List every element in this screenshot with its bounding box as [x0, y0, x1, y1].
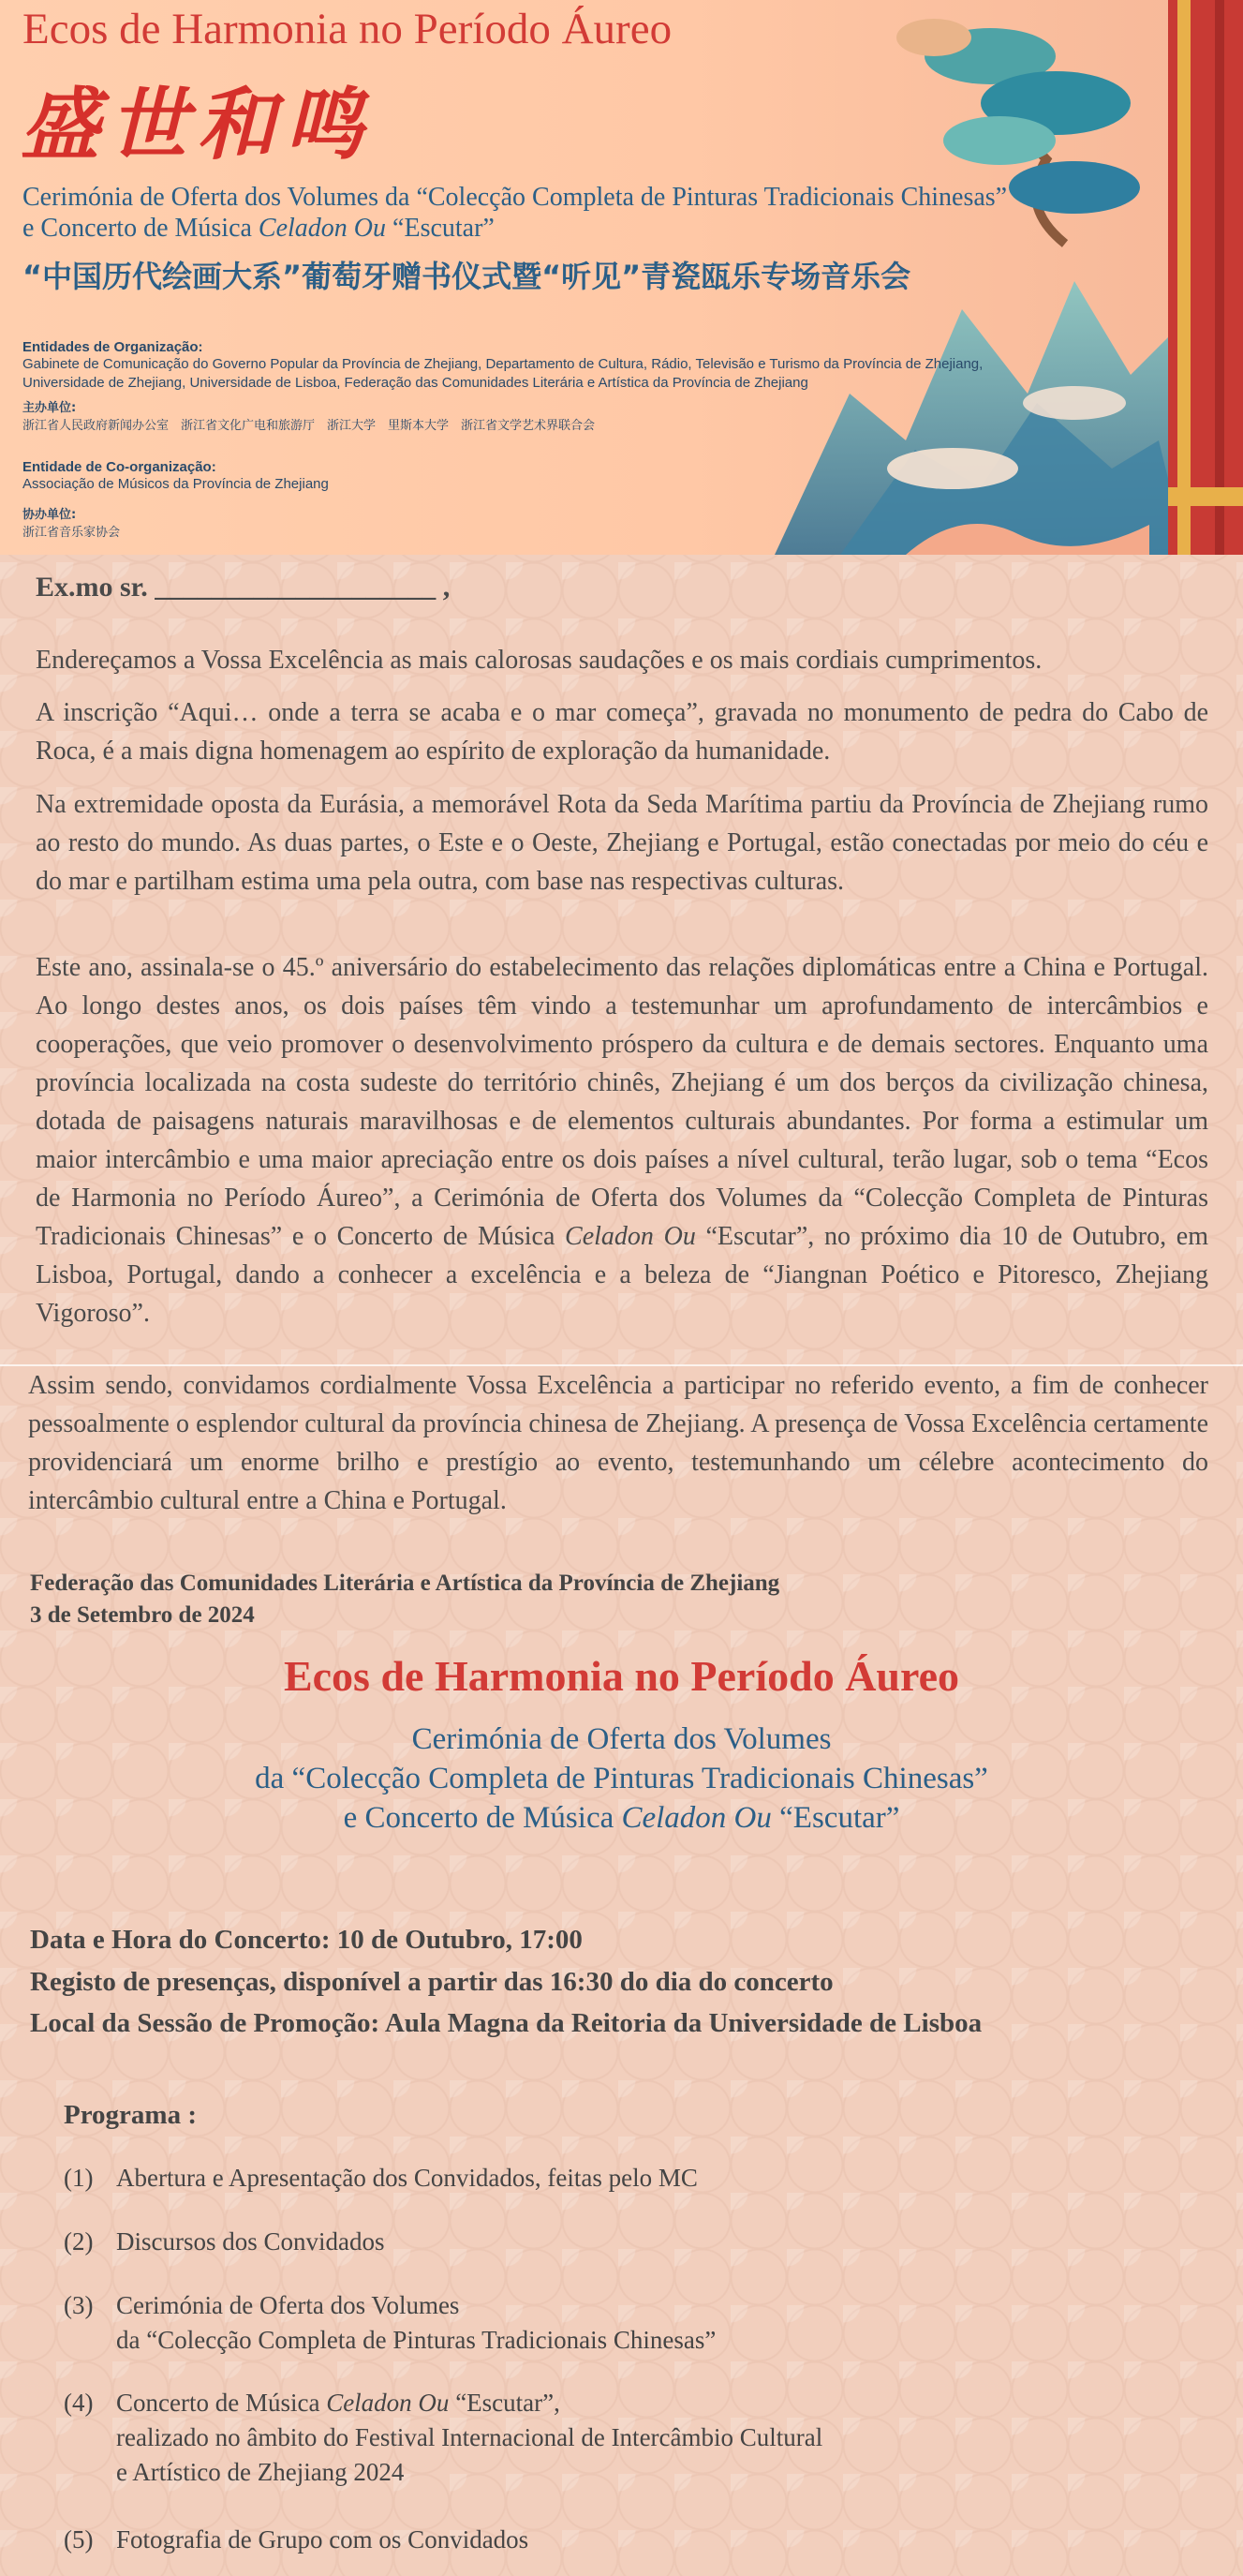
program-item-number: (3)	[64, 2291, 94, 2319]
program-item-number: (4)	[64, 2389, 94, 2417]
organizers-line-2: Universidade de Zhejiang, Universidade de Lisboa, Federação das Comunidades Literária e Artística da Província de Zhejiang	[22, 375, 808, 391]
organizers-cn-label: 主办单位:	[22, 401, 77, 415]
banner-subtitle-line-2	[22, 213, 1090, 244]
letter-paragraph-4	[36, 948, 1208, 1333]
program-item-text	[116, 2288, 716, 2358]
signature-date: 3 de Setembro de 2024	[30, 1602, 255, 1628]
program-item	[64, 2523, 528, 2557]
event-subtitle	[0, 1720, 1243, 1838]
registration-info: Registo de presenças, disponível a partir das 16:30 do dia do concerto	[30, 1967, 834, 1997]
event-subtitle-text: e Concerto de Música	[343, 1801, 622, 1835]
subtitle-text: e Concerto de Música	[22, 214, 259, 243]
program-item	[64, 2288, 716, 2358]
letter-paragraph-3: Na extremidade oposta da Eurásia, a memorável Rota da Seda Marítima partiu da Província de Zhejiang rumo ao resto do mundo. As duas partes, o Este e o Oeste, Zhejiang e Portugal, estão conectadas por meio do céu e do mar e partilham estima uma pela outra, com base nas respectivas culturas.	[36, 790, 1208, 896]
paragraph-text: Este ano, assinala-se o 45.º aniversário do estabelecimento das relações diplomáticas entre a China e Portugal. Ao longo destes anos, os dois países têm vindo a testemunhar um aprofundamento de intercâmbios e cooperações, que veio promover o desenvolvimento próspero da cultura e de demais sectores. Enquanto uma província localizada na costa sudeste do território chinês, Zhejiang é um dos berços da civilização chinesa, dotada de paisagens naturais maravilhosas e de elementos culturais abundantes. Por forma a estimular um maior intercâmbio e uma maior apreciação entre os dois países a nível cultural, terão lugar, sob o tema “Ecos de Harmonia no Período Áureo”, a Cerimónia de Oferta dos Volumes da “Colecção Completa de Pinturas Tradicionais Chinesas” e o Concerto de Música	[36, 953, 1208, 1251]
letter-paragraph-1: Endereçamos a Vossa Excelência as mais calorosas saudações e os mais cordiais cumprimentos.	[36, 646, 1043, 675]
program-label: Programa :	[64, 2100, 197, 2130]
organizers-cn-text: 浙江省人民政府新闻办公室 浙江省文化广电和旅游厅 浙江大学 里斯本大学 浙江省文学艺术界联合会	[22, 419, 596, 433]
organizers-block	[22, 339, 983, 393]
program-item-text	[116, 2386, 822, 2490]
salutation: Ex.mo sr. ____________________ ,	[36, 572, 451, 603]
program-item-text: Fotografia de Grupo com os Convidados	[116, 2525, 529, 2554]
program-item-line: e Artístico de Zhejiang 2024	[116, 2458, 405, 2486]
venue-info: Local da Sessão de Promoção: Aula Magna da Reitoria da Universidade de Lisboa	[30, 2008, 983, 2038]
organizers-label: Entidades de Organização:	[22, 339, 203, 355]
paragraph-italic: Celadon Ou	[565, 1222, 696, 1251]
banner-title: Ecos de Harmonia no Período Áureo	[22, 5, 673, 53]
event-subtitle-line-2: da “Colecção Completa de Pinturas Tradicionais Chinesas”	[255, 1762, 988, 1795]
event-subtitle-line-1: Cerimónia de Oferta dos Volumes	[411, 1722, 832, 1756]
program-item-number: (1)	[64, 2164, 94, 2192]
program-item-line: da “Colecção Completa de Pinturas Tradicionais Chinesas”	[116, 2326, 717, 2354]
letter-paragraph-2: A inscrição “Aqui… onde a terra se acaba e o mar começa”, gravada no monumento de pedra do Cabo de Roca, é a mais digna homenagem ao espírito de exploração da humanidade.	[36, 698, 1208, 766]
program-item	[64, 2161, 698, 2196]
organizers-cn-block	[22, 397, 595, 433]
program-item	[64, 2386, 822, 2490]
event-subtitle-text: “Escutar”	[771, 1801, 900, 1835]
co-organizer-block	[22, 459, 329, 494]
program-item-line: realizado no âmbito do Festival Internacional de Intercâmbio Cultural	[116, 2423, 823, 2451]
program-item	[64, 2225, 385, 2259]
event-subtitle-line-3	[0, 1798, 1243, 1838]
program-item-number: (2)	[64, 2227, 94, 2256]
subtitle-italic: Celadon Ou	[258, 214, 387, 243]
banner-subtitle	[22, 182, 1090, 244]
co-organizer-label: Entidade de Co-organização:	[22, 459, 216, 475]
program-item-line: Cerimónia de Oferta dos Volumes	[116, 2291, 460, 2319]
program-item-number: (5)	[64, 2525, 94, 2554]
co-organizer-cn-text: 浙江省音乐家协会	[22, 526, 121, 540]
concert-datetime: Data e Hora do Concerto: 10 de Outubro, 17:00	[30, 1925, 583, 1955]
co-organizer-text: Associação de Músicos da Província de Zhejiang	[22, 476, 329, 492]
program-item-text: Discursos dos Convidados	[116, 2227, 385, 2256]
co-organizer-cn-block	[22, 504, 120, 540]
banner-chinese-title: 盛世和鸣	[21, 78, 374, 171]
co-organizer-cn-label: 协办单位:	[22, 508, 77, 522]
event-title: Ecos de Harmonia no Período Áureo	[283, 1652, 960, 1700]
letter-paragraph-5: Assim sendo, convidamos cordialmente Vossa Excelência a participar no referido evento, a fim de conhecer pessoalmente o esplendor cultural da província chinesa de Zhejiang. A presença de Vossa Excelência certamente providenciará um enorme brilho e prestígio ao evento, testemunhando um célebre acontecimento do intercâmbio cultural entre a China e Portugal.	[28, 1371, 1208, 1515]
event-subtitle-italic: Celadon Ou	[621, 1801, 772, 1835]
program-item-italic: Celadon Ou	[326, 2389, 450, 2417]
organizers-line-1: Gabinete de Comunicação do Governo Popular da Província de Zhejiang, Departamento de Cultura, Rádio, Televisão e Turismo da Província de Zhejiang,	[22, 356, 984, 372]
header-banner	[0, 0, 1243, 555]
subtitle-text: “Escutar”	[386, 214, 495, 243]
program-item-text: Abertura e Apresentação dos Convidados, feitas pelo MC	[116, 2164, 698, 2192]
signature-organization: Federação das Comunidades Literária e Artística da Província de Zhejiang	[30, 1571, 780, 1596]
program-item-line: Concerto de Música	[116, 2389, 327, 2417]
program-item-line: “Escutar”,	[449, 2389, 560, 2417]
banner-chinese-subtitle: “中国历代绘画大系”葡萄牙赠书仪式暨“听见”青瓷瓯乐专场音乐会	[22, 259, 911, 294]
paragraph-text: “Escutar”, no próximo dia 10 de Outubro, em Lisboa, Portugal, dando a conhecer a excelência e a beleza de “Jiangnan Poético e Pitoresco, Zhejiang Vigoroso”.	[36, 1222, 1208, 1328]
banner-subtitle-line-1: Cerimónia de Oferta dos Volumes da “Colecção Completa de Pinturas Tradicionais Chinesas”	[22, 183, 1008, 212]
